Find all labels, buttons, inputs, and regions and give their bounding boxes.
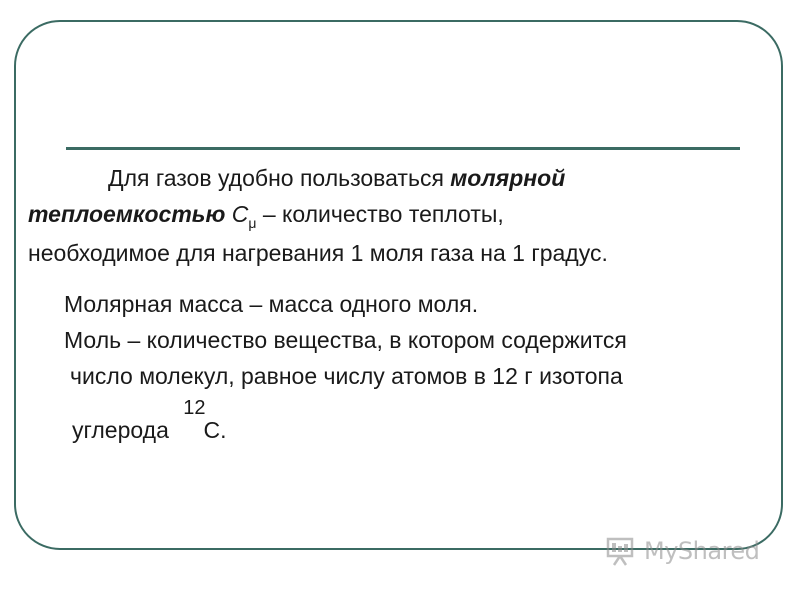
mole-definition-line: Моль – количество вещества, в котором содержится bbox=[64, 327, 627, 353]
definition-text-cont: – количество теплоты, bbox=[256, 201, 504, 227]
definition-paragraph bbox=[28, 160, 758, 271]
watermark bbox=[606, 536, 759, 566]
carbon-isotope-line bbox=[72, 397, 227, 450]
symbol-mu-subscript: μ bbox=[248, 215, 257, 231]
definition-line-3: необходимое для нагревания 1 моля газа на 1 градус. bbox=[28, 240, 608, 266]
title-divider bbox=[66, 147, 740, 150]
term-heat-capacity: теплоемкостью bbox=[28, 201, 226, 227]
molar-mass-line: Молярная масса – масса одного моля. bbox=[64, 291, 479, 317]
presentation-board-icon bbox=[606, 536, 638, 566]
mole-paragraph bbox=[64, 286, 627, 394]
mole-definition-line-2: число молекул, равное числу атомов в 12 г изотопа bbox=[70, 363, 623, 389]
carbon-symbol: С. bbox=[203, 417, 227, 443]
symbol-c: С bbox=[231, 201, 249, 227]
carbon-word: углерода bbox=[72, 417, 176, 443]
definition-line-1 bbox=[28, 160, 758, 196]
definition-line-2 bbox=[28, 196, 758, 235]
definition-text: Для газов удобно пользоваться bbox=[108, 165, 451, 191]
term-molar: молярной bbox=[450, 165, 566, 191]
isotope-mass-number: 12 bbox=[183, 397, 206, 419]
watermark-text: MyShared bbox=[644, 537, 760, 565]
slide-frame bbox=[14, 20, 783, 550]
